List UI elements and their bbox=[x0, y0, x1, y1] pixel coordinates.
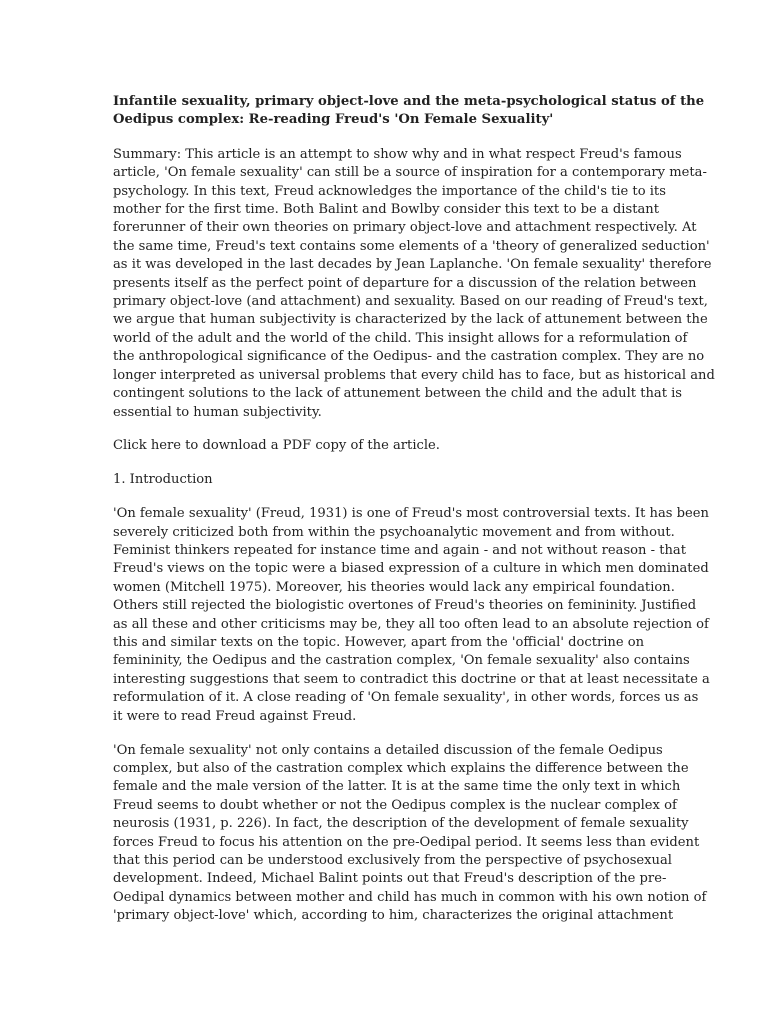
title-line: Infantile sexuality, primary object-love and the meta-psychological status of the bbox=[113, 94, 705, 109]
section-heading-introduction: 1. Introduction bbox=[113, 472, 213, 488]
intro-line: complex, but also of the castration complex which explains the difference between the bbox=[113, 761, 689, 776]
summary-line: contingent solutions to the lack of attunement between the child and the adult that is bbox=[113, 386, 683, 402]
summary-line: primary object-love (and attachment) and sexuality. Based on our reading of Freud's text, bbox=[113, 294, 708, 310]
intro-line: femininity, the Oedipus and the castration complex, 'On female sexuality' also contains bbox=[113, 653, 690, 669]
summary-line: presents itself as the perfect point of departure for a discussion of the relation between bbox=[113, 275, 697, 291]
intro-line: women (Mitchell 1975). Moreover, his theories would lack any empirical foundation. bbox=[113, 579, 675, 595]
intro-line: Feminist thinkers repeated for instance time and again - and not without reason - that bbox=[113, 543, 686, 559]
intro-line: severely criticized both from within the psychoanalytic movement and from without. bbox=[113, 524, 675, 540]
download-pdf-link[interactable]: Click here to download a PDF copy of the article. bbox=[113, 438, 440, 454]
intro-paragraph-1 bbox=[113, 505, 710, 726]
article-page bbox=[113, 93, 715, 941]
summary-line: world of the adult and the world of the child. This insight allows for a reformulation of bbox=[113, 330, 688, 346]
summary-line: the anthropological significance of the Oedipus- and the castration complex. They are no bbox=[113, 349, 705, 365]
intro-line: forces Freud to focus his attention on the pre-Oedipal period. It seems less than evident bbox=[113, 834, 700, 850]
intro-line: Freud's views on the topic were a biased expression of a culture in which men dominated bbox=[113, 561, 709, 577]
intro-line: reformulation of it. A close reading of 'On female sexuality', in other words, forces us as bbox=[113, 690, 699, 706]
intro-line: Freud seems to doubt whether or not the Oedipus complex is the nuclear complex of bbox=[113, 797, 677, 813]
intro-line: Oedipal dynamics between mother and child has much in common with his own notion of bbox=[113, 889, 707, 905]
summary-line: we argue that human subjectivity is characterized by the lack of attunement between the bbox=[113, 312, 708, 328]
intro-line: 'primary object-love' which, according to him, characterizes the original attachment bbox=[113, 908, 674, 924]
intro-line: 'On female sexuality' not only contains a detailed discussion of the female Oedipus bbox=[113, 742, 663, 758]
intro-line: female and the male version of the latter. It is at the same time the only text in which bbox=[113, 779, 681, 795]
summary-line: essential to human subjectivity. bbox=[113, 404, 322, 420]
intro-line: as all these and other criticisms may be, they all too often lead to an absolute rejection of bbox=[113, 616, 709, 632]
summary-line: psychology. In this text, Freud acknowledges the importance of the child's tie to its bbox=[113, 183, 666, 199]
summary-paragraph bbox=[113, 146, 715, 422]
summary-line: article, 'On female sexuality' can still be a source of inspiration for a contemporary meta- bbox=[113, 165, 707, 181]
summary-line: the same time, Freud's text contains some elements of a 'theory of generalized seduction' bbox=[113, 238, 710, 254]
intro-line: that this period can be understood exclusively from the perspective of psychosexual bbox=[113, 853, 672, 869]
intro-line: interesting suggestions that seem to contradict this doctrine or that at least necessitate a bbox=[113, 671, 710, 687]
intro-paragraph-2 bbox=[113, 742, 707, 926]
intro-line: it were to read Freud against Freud. bbox=[113, 708, 357, 724]
intro-line: neurosis (1931, p. 226). In fact, the description of the development of female sexuality bbox=[113, 816, 689, 832]
intro-line: 'On female sexuality' (Freud, 1931) is one of Freud's most controversial texts. It has been bbox=[113, 506, 709, 522]
summary-line: as it was developed in the last decades by Jean Laplanche. 'On female sexuality' therefore bbox=[113, 257, 712, 273]
intro-line: this and similar texts on the topic. However, apart from the 'official' doctrine on bbox=[113, 635, 645, 651]
summary-line: mother for the first time. Both Balint and Bowlby consider this text to be a distant bbox=[113, 202, 659, 218]
summary-line: forerunner of their own theories on primary object-love and attachment respectively. At bbox=[113, 220, 697, 236]
title-line: Oedipus complex: Re-reading Freud's 'On Female Sexuality' bbox=[113, 112, 554, 128]
intro-line: Others still rejected the biologistic overtones of Freud's theories on femininity. Justified bbox=[113, 598, 697, 614]
article-title bbox=[113, 93, 705, 130]
summary-line: longer interpreted as universal problems that every child has to face, but as historical and bbox=[113, 367, 715, 383]
intro-line: development. Indeed, Michael Balint points out that Freud's description of the pre- bbox=[113, 871, 667, 887]
summary-line: Summary: This article is an attempt to show why and in what respect Freud's famous bbox=[113, 146, 682, 162]
